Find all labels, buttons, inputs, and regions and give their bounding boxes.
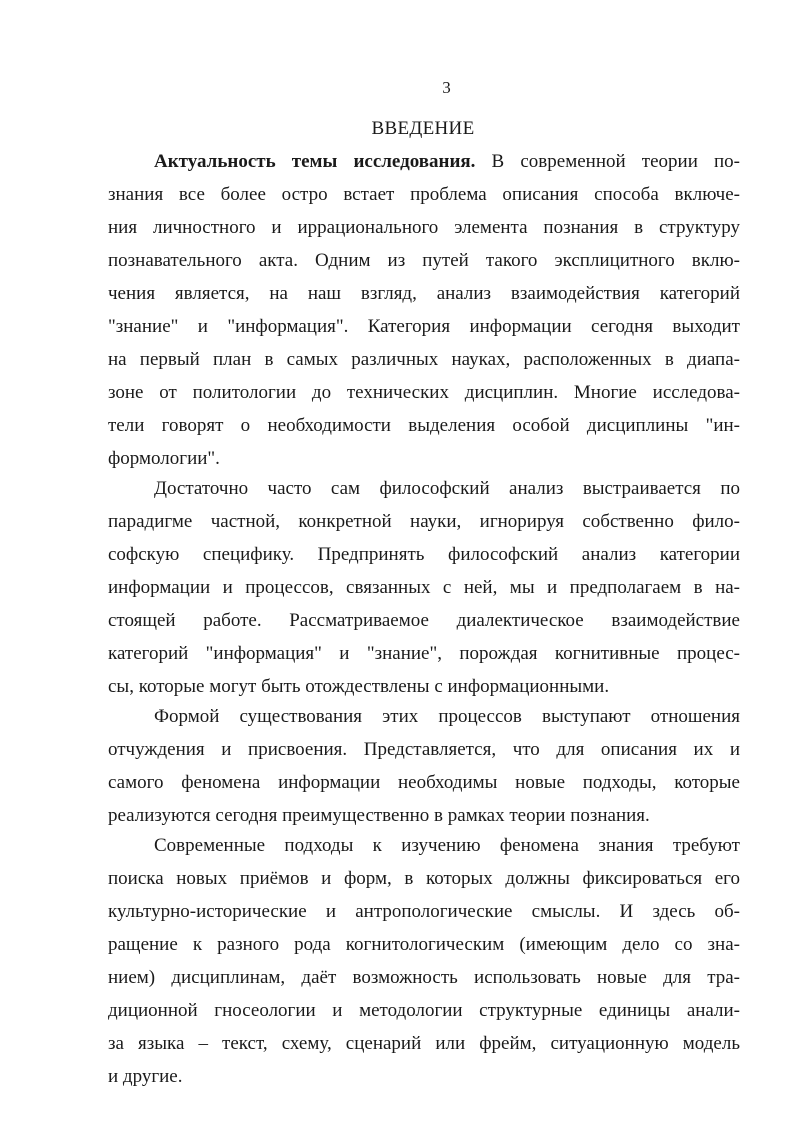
paragraph-2-line: Достаточно часто сам философский анализ выстраивается по — [154, 478, 740, 499]
paragraph-2-line: информации и процессов, связанных с ней, мы и предполагаем в на- — [108, 577, 740, 598]
paragraph-1-line: зоне от политологии до технических дисциплин. Многие исследова- — [108, 382, 740, 403]
paragraph-4-line: культурно-исторические и антропологические смыслы. И здесь об- — [108, 901, 740, 922]
paragraph-2-line: стоящей работе. Рассматриваемое диалектическое взаимодействие — [108, 610, 740, 631]
paragraph-4-line: ращение к разного рода когнитологическим (имеющим дело со зна- — [108, 934, 740, 955]
paragraph-1-line: "знание" и "информация". Категория информации сегодня выходит — [108, 316, 740, 337]
paragraph-1-line: чения является, на наш взгляд, анализ взаимодействия категорий — [108, 283, 740, 304]
paragraph-1-line: на первый план в самых различных науках, расположенных в диапа- — [108, 349, 740, 370]
paragraph-4-line: поиска новых приёмов и форм, в которых должны фиксироваться его — [108, 868, 740, 889]
paragraph-1-line-1-rest: В современной теории по- — [475, 151, 740, 172]
paragraph-2-line: парадигме частной, конкретной науки, игнорируя собственно фило- — [108, 511, 740, 532]
section-heading: ВВЕДЕНИЕ — [371, 118, 475, 139]
paragraph-4-line: Современные подходы к изучению феномена знания требуют — [154, 835, 740, 856]
paragraph-4-line: нием) дисциплинам, даёт возможность использовать новые для тра- — [108, 967, 740, 988]
paragraph-1-line: тели говорят о необходимости выделения особой дисциплины "ин- — [108, 415, 740, 436]
paragraph-4-line: диционной гносеологии и методологии структурные единицы анали- — [108, 1000, 740, 1021]
lead-phrase: Актуальность темы исследования. — [154, 151, 476, 172]
page-number: 3 — [442, 78, 451, 97]
paragraph-3-line: самого феномена информации необходимы новые подходы, которые — [108, 772, 740, 793]
paragraph-4-line: за языка – текст, схему, сценарий или фрейм, ситуационную модель — [108, 1033, 740, 1054]
paragraph-4-line: и другие. — [108, 1066, 183, 1087]
paragraph-1-line-1 — [154, 145, 740, 178]
paragraph-2-line: софскую специфику. Предпринять философский анализ категории — [108, 544, 740, 565]
paragraph-3-line: реализуются сегодня преимущественно в рамках теории познания. — [108, 805, 650, 826]
paragraph-1-line: ния личностного и иррационального элемента познания в структуру — [108, 217, 740, 238]
paragraph-1-line: познавательного акта. Одним из путей такого эксплицитного вклю- — [108, 250, 740, 271]
paragraph-2-line: категорий "информация" и "знание", порождая когнитивные процес- — [108, 643, 740, 664]
paragraph-1-line: знания все более остро встает проблема описания способа включе- — [108, 184, 740, 205]
paragraph-3-line: отчуждения и присвоения. Представляется, что для описания их и — [108, 739, 740, 760]
paragraph-2-line: сы, которые могут быть отождествлены с информационными. — [108, 676, 610, 697]
paragraph-3-line: Формой существования этих процессов выступают отношения — [154, 706, 740, 727]
paragraph-1-line: формологии". — [108, 448, 220, 469]
